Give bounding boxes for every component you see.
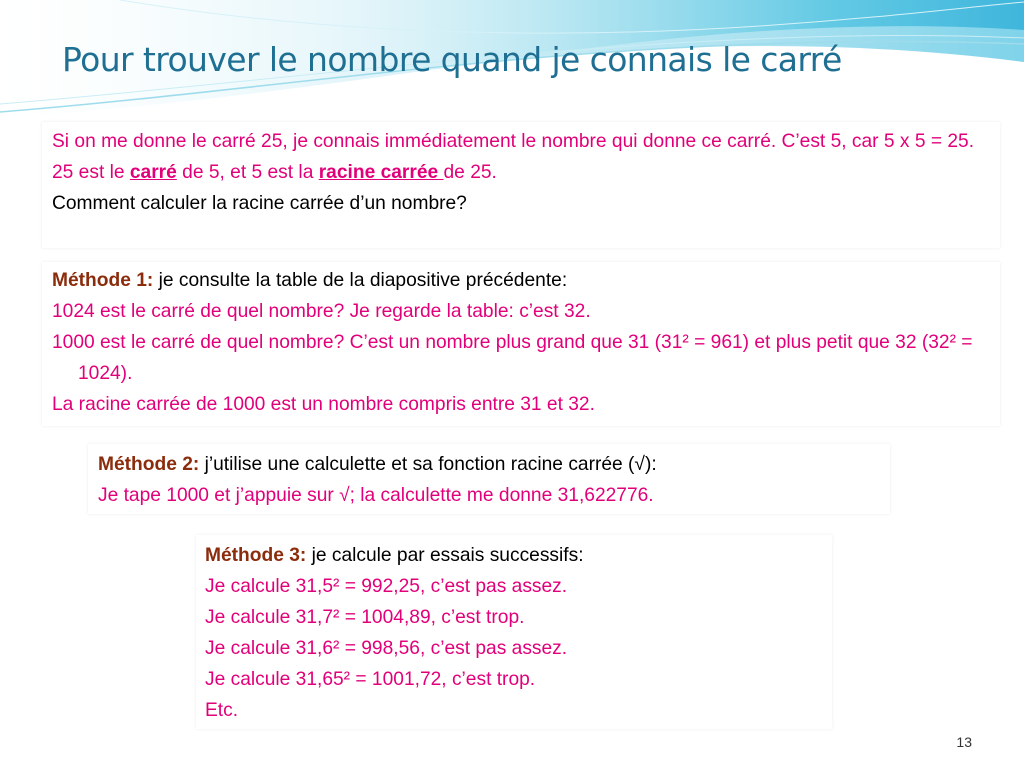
method-1-line: 1024 est le carré de quel nombre? Je regarde la table: c’est 32.	[52, 301, 591, 322]
method-1-intro: je consulte la table de la diapositive précédente:	[153, 270, 568, 291]
method-3-line: Je calcule 31,7² = 1004,89, c’est trop.	[205, 607, 525, 628]
method-3-line: Je calcule 31,5² = 992,25, c’est pas assez.	[205, 576, 568, 597]
method-3-label: Méthode 3:	[205, 545, 307, 566]
method-2-intro: j’utilise une calculette et sa fonction racine carrée (√):	[199, 454, 657, 475]
intro-line-1: Si on me donne le carré 25, je connais immédiatement le nombre qui donne ce carré. C’est 5, car 5 x 5 = 25.	[52, 131, 975, 152]
page-number: 13	[956, 734, 972, 750]
method-1-label: Méthode 1:	[52, 270, 154, 291]
method-3-box	[196, 535, 832, 729]
method-1-heading	[52, 265, 1000, 296]
method-1-line: 1000 est le carré de quel nombre? C’est un nombre plus grand que 31 (31² = 961) et plus petit que 32 (32² = 1024).	[52, 332, 973, 384]
method-1-line: La racine carrée de 1000 est un nombre compris entre 31 et 32.	[52, 394, 595, 415]
term-racine-carree: racine carrée	[318, 162, 444, 183]
method-3-intro: je calcule par essais successifs:	[306, 545, 584, 566]
method-2-line: Je tape 1000 et j’appuie sur √; la calculette me donne 31,622776.	[98, 485, 654, 506]
intro-line-2	[52, 157, 1000, 188]
intro-box	[42, 122, 1000, 248]
intro-question: Comment calculer la racine carrée d’un nombre?	[52, 193, 467, 214]
method-3-heading	[205, 540, 832, 571]
method-2-box	[88, 444, 890, 514]
method-1-box	[42, 262, 1000, 426]
intro-line-2-part-a: 25 est le	[52, 162, 130, 183]
method-2-label: Méthode 2:	[98, 454, 200, 475]
method-3-line: Etc.	[205, 700, 239, 721]
method-3-line: Je calcule 31,65² = 1001,72, c’est trop.	[205, 669, 536, 690]
intro-line-2-part-c: de 5, et 5 est la	[176, 162, 319, 183]
intro-line-2-part-e: de 25.	[443, 162, 497, 183]
method-2-heading	[98, 449, 890, 480]
slide-title: Pour trouver le nombre quand je connais le carré	[62, 40, 842, 79]
term-carre: carré	[129, 162, 177, 183]
method-3-line: Je calcule 31,6² = 998,56, c’est pas assez.	[205, 638, 568, 659]
